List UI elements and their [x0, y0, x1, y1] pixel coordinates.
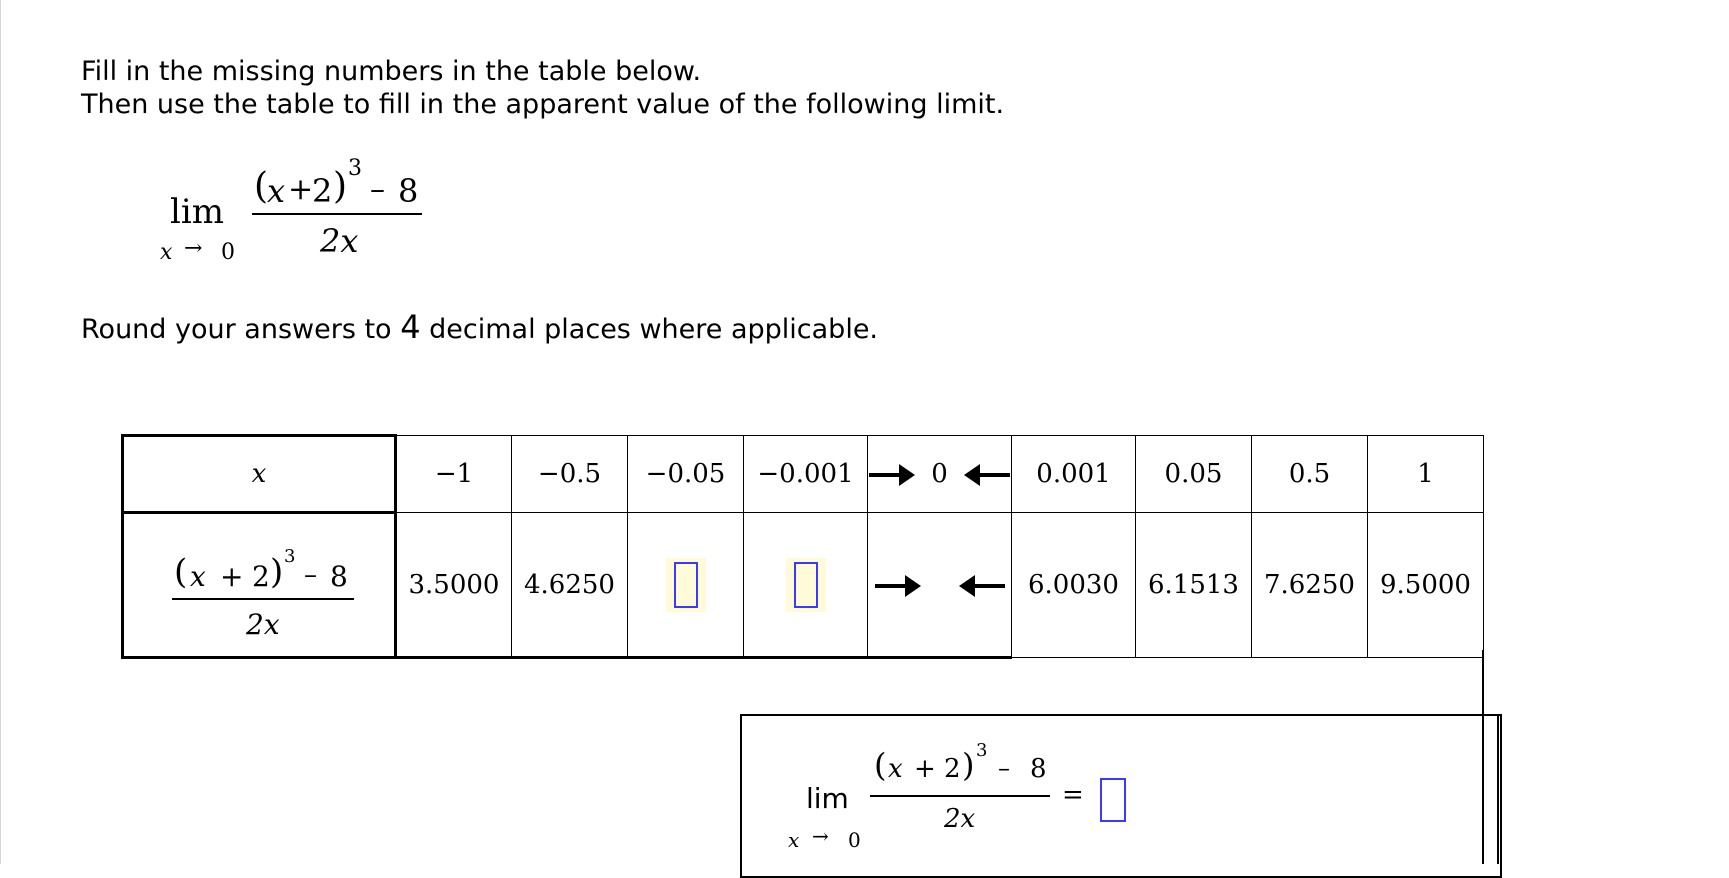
x-approach-cell — [868, 436, 1012, 513]
denominator: 2x — [320, 222, 359, 260]
f-close-paren: ) — [270, 552, 284, 592]
f-blank-cell — [628, 513, 744, 658]
x-value: 0.001 — [1012, 436, 1136, 513]
f-approach-cell — [868, 513, 1012, 658]
limit-answer-input[interactable] — [1100, 778, 1126, 822]
instruction-line-2: Then use the table to fill in the apparent value of the following limit. — [81, 89, 1005, 120]
answer-fraction-bar — [870, 795, 1050, 797]
x-value: −0.05 — [628, 436, 744, 513]
f-header — [123, 513, 396, 658]
numerator-two: 2 — [312, 172, 333, 210]
table-row-f — [123, 513, 1484, 658]
numerator-close-paren: ) — [333, 166, 348, 207]
numerator-eight: 8 — [398, 172, 419, 210]
answer-lim-var: x — [788, 828, 800, 852]
x-header: x — [123, 436, 396, 513]
round-suffix: decimal places where applicable. — [429, 314, 879, 345]
f-value: 6.1513 — [1136, 513, 1252, 658]
f-fraction-bar — [172, 598, 354, 600]
answer-approach-value: 0 — [848, 828, 861, 852]
answer-input-x-neg0-05[interactable] — [666, 558, 706, 612]
f-eight: 8 — [330, 560, 348, 593]
instruction-line-1: Fill in the missing numbers in the table below. — [81, 56, 702, 87]
answer-two: 2 — [944, 754, 961, 784]
lim-var: x — [160, 240, 173, 265]
answer-plus: + — [914, 754, 936, 784]
numerator-x: x — [267, 172, 286, 210]
f-two: 2 — [252, 560, 270, 593]
answer-lim-label: lim — [806, 782, 849, 815]
panel-right-extension — [1497, 714, 1499, 864]
answer-eight: 8 — [1030, 754, 1047, 784]
x-value: −1 — [396, 436, 512, 513]
table-row-x — [123, 436, 1484, 513]
round-prefix: Round your answers to — [81, 314, 392, 345]
numerator-exponent: 3 — [348, 156, 362, 181]
right-arrow-icon — [875, 584, 917, 588]
lim-label: lim — [170, 192, 224, 232]
answer-minus: – — [998, 754, 1010, 782]
f-exponent: 3 — [284, 546, 296, 567]
f-denominator: 2x — [246, 608, 280, 641]
answer-x: x — [888, 754, 903, 784]
f-value: 3.5000 — [396, 513, 512, 658]
f-value: 6.0030 — [1012, 513, 1136, 658]
f-x: x — [190, 560, 206, 593]
values-table — [121, 434, 1484, 659]
left-arrow-icon — [963, 584, 1005, 588]
numerator-open-paren: ( — [254, 166, 269, 207]
numerator-minus: – — [370, 172, 385, 207]
x-value: −0.5 — [512, 436, 628, 513]
x-value: 1 — [1368, 436, 1484, 513]
f-blank-cell — [744, 513, 868, 658]
f-minus: – — [304, 560, 317, 590]
left-arrow-icon — [968, 473, 1010, 477]
x-value: 0.5 — [1252, 436, 1368, 513]
f-value: 9.5000 — [1368, 513, 1484, 658]
numerator-plus: + — [288, 172, 314, 207]
f-plus: + — [220, 560, 244, 593]
answer-input-x-neg0-001[interactable] — [786, 558, 826, 612]
x-value: −0.001 — [744, 436, 868, 513]
answer-exponent: 3 — [976, 740, 988, 761]
f-open-paren: ( — [174, 552, 188, 592]
round-number: 4 — [400, 308, 421, 346]
answer-equals: = — [1062, 780, 1084, 810]
x-center-value: 0 — [931, 459, 948, 489]
fraction-bar — [252, 213, 422, 215]
answer-open-paren: ( — [874, 746, 887, 784]
left-border — [0, 0, 1, 864]
f-value: 4.6250 — [512, 513, 628, 658]
right-arrow-icon — [869, 473, 911, 477]
answer-close-paren: ) — [962, 746, 975, 784]
approaches-arrow-icon: → — [184, 236, 203, 261]
answer-denominator: 2x — [944, 804, 976, 834]
f-value: 7.6250 — [1252, 513, 1368, 658]
answer-panel — [740, 714, 1502, 878]
x-value: 0.05 — [1136, 436, 1252, 513]
round-instruction — [81, 308, 879, 346]
answer-approaches-arrow-icon: → — [812, 824, 829, 848]
lim-approach-value: 0 — [221, 240, 235, 265]
